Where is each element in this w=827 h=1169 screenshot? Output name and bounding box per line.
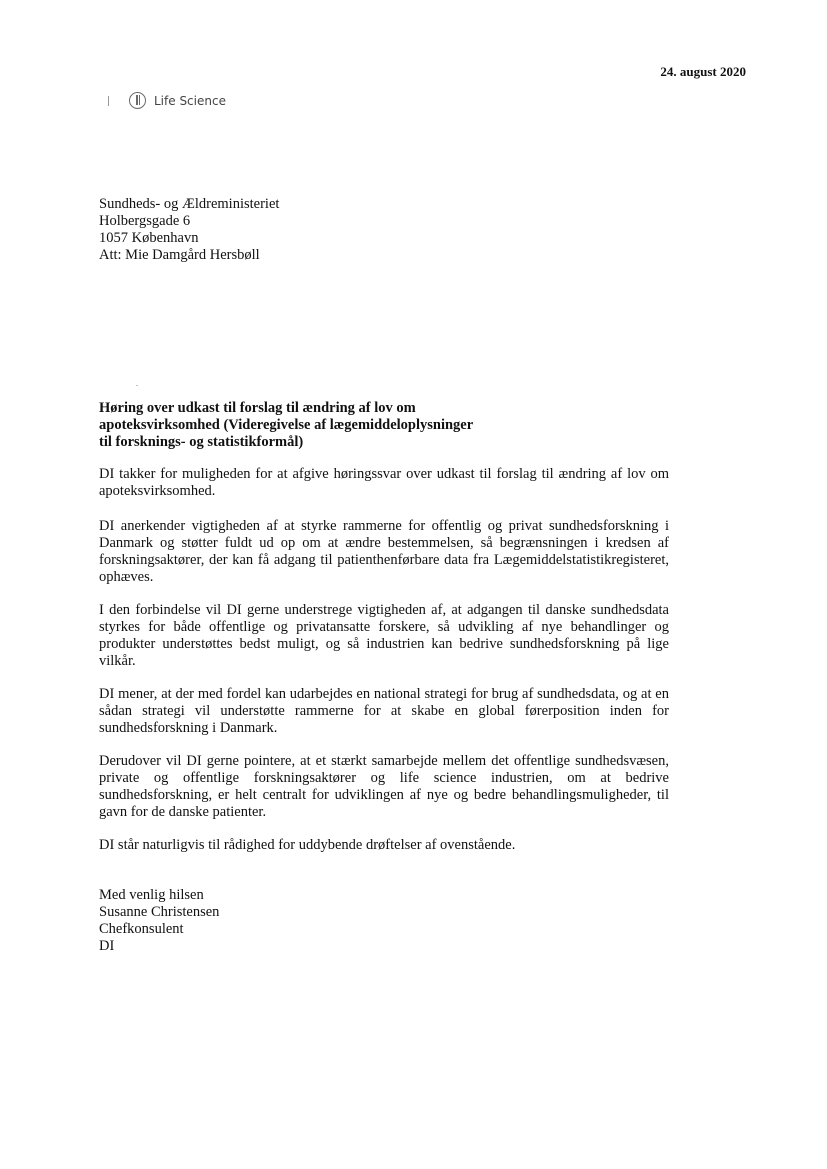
scan-speck — [136, 385, 138, 386]
body-paragraph-1: DI takker for muligheden for at afgive høringssvar over udkast til forslag til ændring af lov om apoteksvirksomhed. — [99, 466, 669, 499]
signature-block — [99, 887, 669, 955]
closing-greeting: Med venlig hilsen — [99, 887, 204, 903]
body-paragraph-3: I den forbindelse vil DI gerne understrege vigtigheden af, at adgangen til danske sundhedsdata styrkes for både offentlige og privatansatte forskere, så udvikling af nye behandlinger og produkter understøttes bedst muligt, og så industrien kan bedrive sundhedsforskning på lige vilkår. — [99, 602, 669, 669]
body-paragraph-4: DI mener, at der med fordel kan udarbejdes en national strategi for brug af sundhedsdata, og at en sådan strategi vil understøtte rammerne for at skabe en global førerposition inden for sundhedsforskning i Danmark. — [99, 686, 669, 736]
company-logo — [108, 92, 226, 109]
body-paragraph-6: DI står naturligvis til rådighed for uddybende drøftelser af ovenstående. — [99, 837, 516, 853]
subject-line-3: til forsknings- og statistikformål) — [99, 434, 304, 450]
signer-name: Susanne Christensen — [99, 904, 220, 920]
recipient-line-2: Holbergsgade 6 — [99, 213, 191, 229]
subject-heading — [99, 400, 659, 451]
recipient-address — [99, 196, 669, 264]
signer-organization: DI — [99, 938, 115, 954]
recipient-line-4: Att: Mie Damgård Hersbøll — [99, 247, 260, 263]
subject-line-1: Høring over udkast til forslag til ændring af lov om — [99, 400, 416, 416]
recipient-line-1: Sundheds- og Ældreministeriet — [99, 196, 280, 212]
subject-line-2: apoteksvirksomhed (Videregivelse af lægemiddeloplysninger — [99, 417, 474, 433]
body-paragraph-5: Derudover vil DI gerne pointere, at et stærkt samarbejde mellem det offentlige sundhedsvæsen, private og offentlige forskningsaktører og life science industrien, om at bedrive sundhedsforskning, er helt centralt for udviklingen af nye og bedre behandlingsmuligheder, til gavn for de danske patienter. — [99, 753, 669, 820]
body-paragraph-2: DI anerkender vigtigheden af at styrke rammerne for offentlig og privat sundhedsforskning i Danmark og støtter fuldt ud op om at ændre bestemmelsen, så begrænsningen i kredsen af forskningsaktører, der kan få adgang til patienthenførbare data fra Lægemiddelstatistikregisteret, ophæves. — [99, 518, 669, 585]
recipient-line-3: 1057 København — [99, 230, 199, 246]
signer-title: Chefkonsulent — [99, 921, 184, 937]
di-logo-icon — [129, 92, 146, 109]
logo-text: Life Science — [154, 93, 226, 108]
letter-date: 24. august 2020 — [660, 64, 746, 79]
logo-divider — [108, 96, 109, 106]
